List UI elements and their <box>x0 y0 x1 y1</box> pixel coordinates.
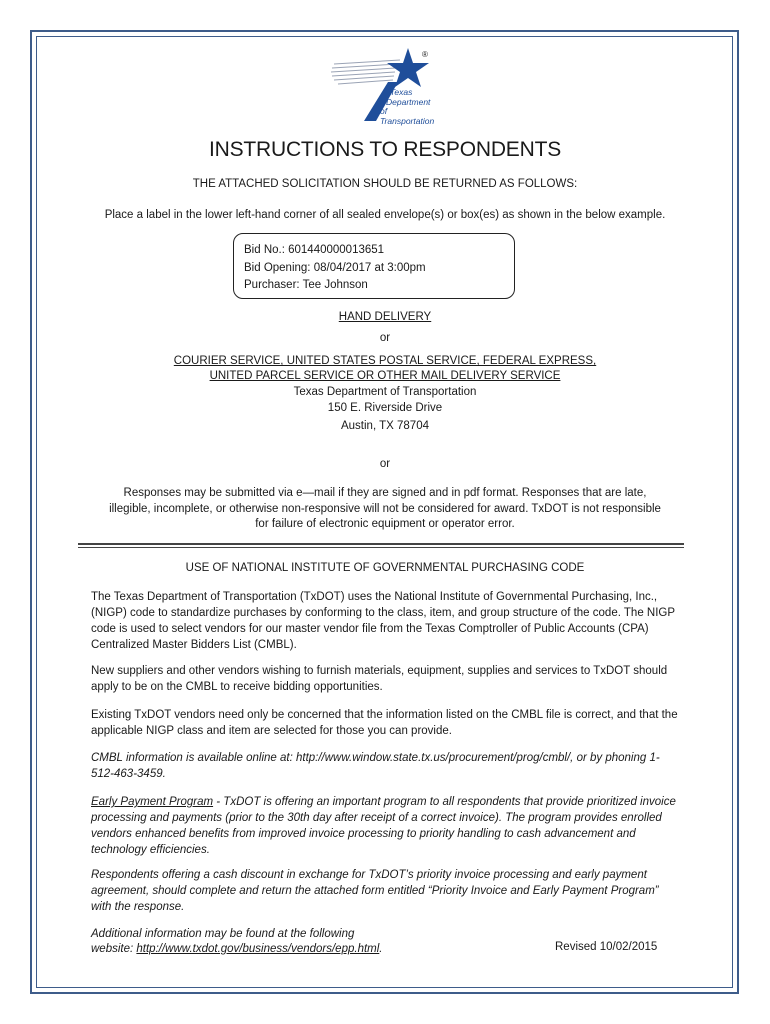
nigp-paragraph-3: Existing TxDOT vendors need only be concerned that the information listed on the CMBL file is correct, and that the applicable NIGP class and item are selected for those you can provide. <box>91 709 678 737</box>
page-title: INSTRUCTIONS TO RESPONDENTS <box>208 138 562 161</box>
nigp-paragraph-2: New suppliers and other vendors wishing to furnish materials, equipment, supplies and services to TxDOT should apply to be on the CMBL to receive bidding opportunities. <box>91 665 668 693</box>
hand-delivery-heading: HAND DELIVERY <box>338 311 432 323</box>
purchaser-label: Purchaser: <box>244 279 300 291</box>
email-note-line3: for failure of electronic equipment or operator error. <box>255 518 515 530</box>
txdot-logo <box>326 46 436 126</box>
logo-line-texas: Texas <box>390 87 413 97</box>
bid-opening-value: 08/04/2017 at 3:00pm <box>313 262 426 274</box>
additional-info-prefix: website: <box>91 943 137 955</box>
label-instruction: Place a label in the lower left-hand corner of all sealed envelope(s) or box(es) as shown in the below example. <box>104 209 666 221</box>
epp-website-link[interactable]: http://www.txdot.gov/business/vendors/epp.html <box>136 943 380 955</box>
section-divider-bottom <box>78 547 684 548</box>
email-note-line2: illegible, incomplete, or otherwise non-responsive will not be considered for award. TxDOT is not responsible <box>109 503 661 515</box>
nigp-paragraph-1: The Texas Department of Transportation (TxDOT) uses the National Institute of Governmental Purchasing, Inc., (NIGP) code to standardize purchases by conforming to the class, item, and group structure of the code. The NIGP code is used to select vendors for our master vendor file from the Texas Comptroller of Public Accounts (CPA) Centralized Master Bidders List (CMBL). <box>91 591 675 651</box>
additional-info-suffix: . <box>379 943 383 955</box>
revision-date: Revised 10/02/2015 <box>555 941 658 953</box>
bid-number-label: Bid No.: <box>244 244 285 256</box>
or-separator-1: or <box>379 332 391 344</box>
respondents-paragraph: Respondents offering a cash discount in exchange for TxDOT’s priority invoice processing and early payment agreement, should complete and return the attached form entitled “Priority Invoice and Early Payment Program” with the response. <box>91 869 659 913</box>
or-separator-2: or <box>379 458 391 470</box>
logo-text <box>364 88 436 126</box>
early-payment-text: - TxDOT is offering an important program to all respondents that provide prioritized invoice processing and payments (prior to the 30th day after receipt of a correct invoice). The program provides enrolled vendors enhanced benefits from improved invoice processing to priority handling to cash advancement and technology efficiencies. <box>91 796 676 856</box>
section-divider-top <box>78 543 684 545</box>
bid-number-row <box>244 244 384 256</box>
purchaser-value: Tee Johnson <box>302 279 368 291</box>
registered-mark: ® <box>422 50 428 59</box>
additional-info-line2 <box>91 941 511 957</box>
address-line2: 150 E. Riverside Drive <box>327 402 443 414</box>
early-payment-paragraph <box>91 794 681 858</box>
nigp-heading: USE OF NATIONAL INSTITUTE OF GOVERNMENTAL PURCHASING CODE <box>185 562 585 574</box>
address-line1: Texas Department of Transportation <box>293 386 477 398</box>
logo-line-department: Department <box>386 96 431 107</box>
additional-info-line1: Additional information may be found at the following <box>91 928 355 940</box>
address-line3: Austin, TX 78704 <box>340 420 429 432</box>
bid-opening-row <box>244 262 426 274</box>
email-note-line1: Responses may be submitted via e—mail if they are signed and in pdf format. Responses that are late, <box>123 487 647 499</box>
logo-line-transportation: of Transportation <box>380 106 435 126</box>
purchaser-row <box>244 279 368 291</box>
cmbl-info: CMBL information is available online at: http://www.window.state.tx.us/procurement/prog/cmbl/, or by phoning 1-512-463-3459. <box>91 752 660 780</box>
courier-heading-line1: COURIER SERVICE, UNITED STATES POSTAL SERVICE, FEDERAL EXPRESS, <box>173 355 597 367</box>
bid-opening-label: Bid Opening: <box>244 262 311 274</box>
return-instructions-heading: THE ATTACHED SOLICITATION SHOULD BE RETURNED AS FOLLOWS: <box>192 178 578 190</box>
early-payment-title: Early Payment Program <box>91 796 214 808</box>
bid-number-value: 601440000013651 <box>288 244 385 256</box>
courier-heading-line2: UNITED PARCEL SERVICE OR OTHER MAIL DELIVERY SERVICE <box>209 370 561 382</box>
